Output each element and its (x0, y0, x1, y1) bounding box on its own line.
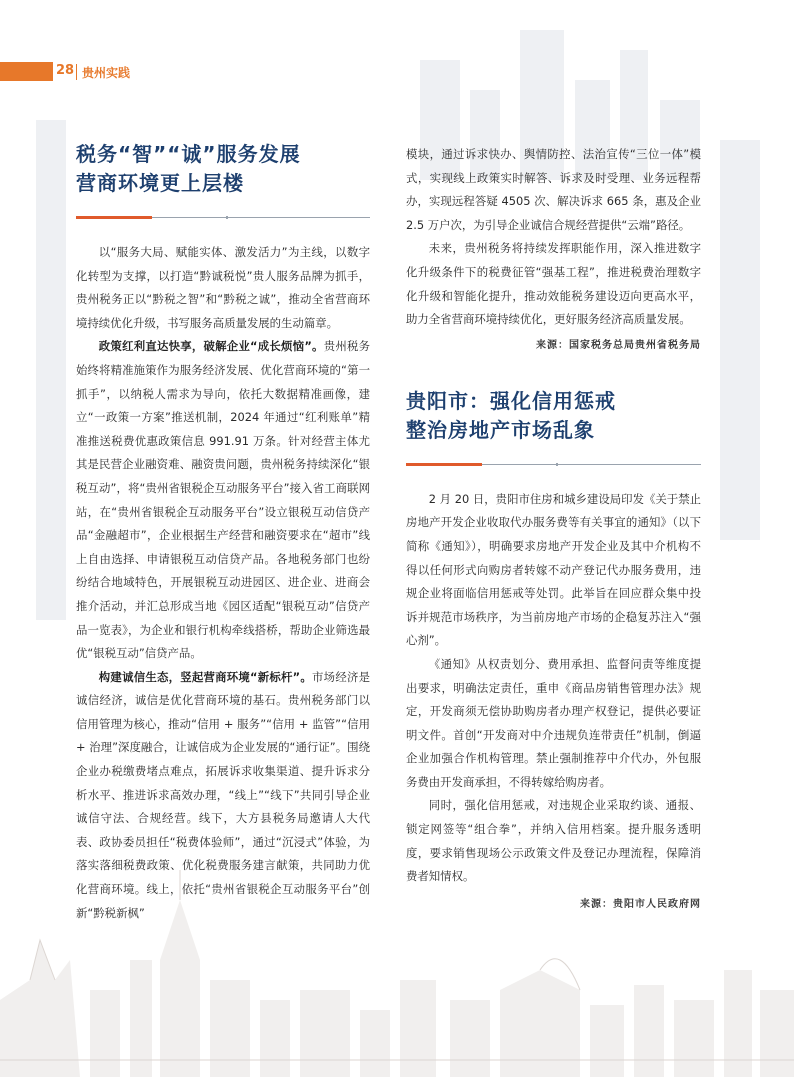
article1-title-line1: 税务“智”“诚”服务发展 (76, 142, 301, 166)
article2-paragraph-2: 《通知》从权责划分、费用承担、监督问责等维度提出要求，明确法定责任，重申《商品房销售管理办法》规定，开发商须无偿协助购房者办理产权登记，提供必要证明文件。首创“开发商对中介违规负连带责任”机制，倒逼企业加强合作机构管理。禁止强制推荐中介代办，外包服务费由开发商承担，不得转嫁给购房者。 (406, 656, 701, 789)
article1-paragraph-3 (76, 666, 370, 926)
article1-paragraph-2 (76, 335, 370, 665)
page-number: 28 (56, 63, 75, 78)
article2-title-rule (406, 463, 701, 466)
article2-source: 来源：贵阳市人民政府网 (580, 898, 701, 910)
article1-paragraph-3-text: 市场经济是诚信经济，诚信是优化营商环境的基石。贵州税务部门以信用管理为核心，推动“信用 + 服务”“信用 + 监管”“信用 + 治理”深度融合，让诚信成为企业发展的“通行证”。围绕企业办税缴费堵点难点，拓展诉求收集渠道、提升诉求分析水平、推进诉求高效办理，“线上”“线下”共同引导企业诚信守法、合规经营。线下，大方县税务局邀请人大代表、政协委员担任“税费体验师”，通过“沉浸式”体验，为落实落细税费政策、优化税费服务建言献策，共同助力优化营商环境。线上，依托“贵州省银税企互动服务平台”创新“黔税新枫” (76, 669, 370, 920)
left-column (76, 140, 370, 925)
article1-title-rule (76, 216, 370, 219)
article1-paragraph-1: 以“服务大局、赋能实体、激发活力”为主线，以数字化转型为支撑，以打造“黔诚税悦”贵人服务品牌为抓手，贵州税务正以“黔税之智”和“黔税之诚”，推动全省营商环境持续优化升级，书写服务高质量发展的生动篇章。 (76, 245, 370, 330)
article2-title-line2: 整治房地产市场乱象 (406, 417, 595, 442)
section-title: 贵州实践 (82, 66, 131, 80)
article2-paragraph-3: 同时，强化信用惩戒，对违规企业采取约谈、通报、锁定网签等“组合拳”，并纳入信用档案。提升服务透明度，要求销售现场公示政策文件及登记办理流程，保障消费者知情权。 (406, 798, 701, 884)
article2-title-line1: 贵阳市：强化信用惩戒 (406, 388, 616, 413)
article1-paragraph-2-lead: 政策红利直达快享，破解企业“成长烦恼”。 (98, 339, 324, 354)
article2-title (406, 387, 701, 445)
article1-paragraph-3-lead: 构建诚信生态，竖起营商环境“新标杆”。 (98, 669, 313, 684)
article1-title-line2: 营商环境更上层楼 (76, 171, 244, 195)
article1-paragraph-2-text: 贵州税务始终将精准施策作为服务经济发展、优化营商环境的“第一抓手”，以纳税人需求为导向，依托大数据精准画像，建立“一政策一方案”推送机制，2024 年通过“红利账单”精准推送税费优惠政策信息 991.91 万条。针对经营主体尤其是民营企业融资难、融资贵问题，贵州税务持续深化“银税互动”，将“贵州省银税企互动服务平台”接入省工商联网站，在“贵州省银税企互动服务平台”设立银税互动信贷产品“金融超市”，企业根据生产经营和融资要求在“超市”线上自由选择、申请银税互动信贷产品。各地税务部门也纷纷结合地域特色，开展银税互动进园区、进企业、进商会推介活动，并汇总形成当地《园区适配“银税互动”信贷产品一览表》，为企业和银行机构牵线搭桥，帮助企业筛选最优“银税互动”信贷产品。 (76, 339, 370, 661)
article1-title (76, 140, 370, 198)
header-accent-bar (0, 62, 53, 81)
right-column (406, 143, 701, 910)
article1-paragraph-3-continued: 模块，通过诉求快办、舆情防控、法治宣传“三位一体”模式，实现线上政策实时解答、诉求及时受理、业务远程帮办，实现远程答疑 4505 次、解决诉求 665 条，惠及企业 2.5 万户次，为引导企业诚信合规经营提供“云端”路径。 (406, 147, 701, 232)
article1-paragraph-4: 未来，贵州税务将持续发挥职能作用，深入推进数字化升级条件下的税费征管“强基工程”，推进税费治理数字化升级和智能化提升，推动效能税务建设迈向更高水平，助力全省营商环境持续优化，更好服务经济高质量发展。 (406, 241, 701, 327)
header-divider (76, 64, 77, 80)
article2-paragraph-1: 2 月 20 日，贵阳市住房和城乡建设局印发《关于禁止房地产开发企业收取代办服务费等有关事宜的通知》（以下简称《通知》），明确要求房地产开发企业及其中介机构不得以任何形式向购房者转嫁不动产登记代办服务费用，违规企业将面临信用惩戒等处罚。此举旨在回应群众集中投诉并规范市场秩序，为当前房地产市场的企稳复苏注入“强心剂”。 (406, 491, 701, 648)
article1-source: 来源：国家税务总局贵州省税务局 (536, 339, 701, 351)
